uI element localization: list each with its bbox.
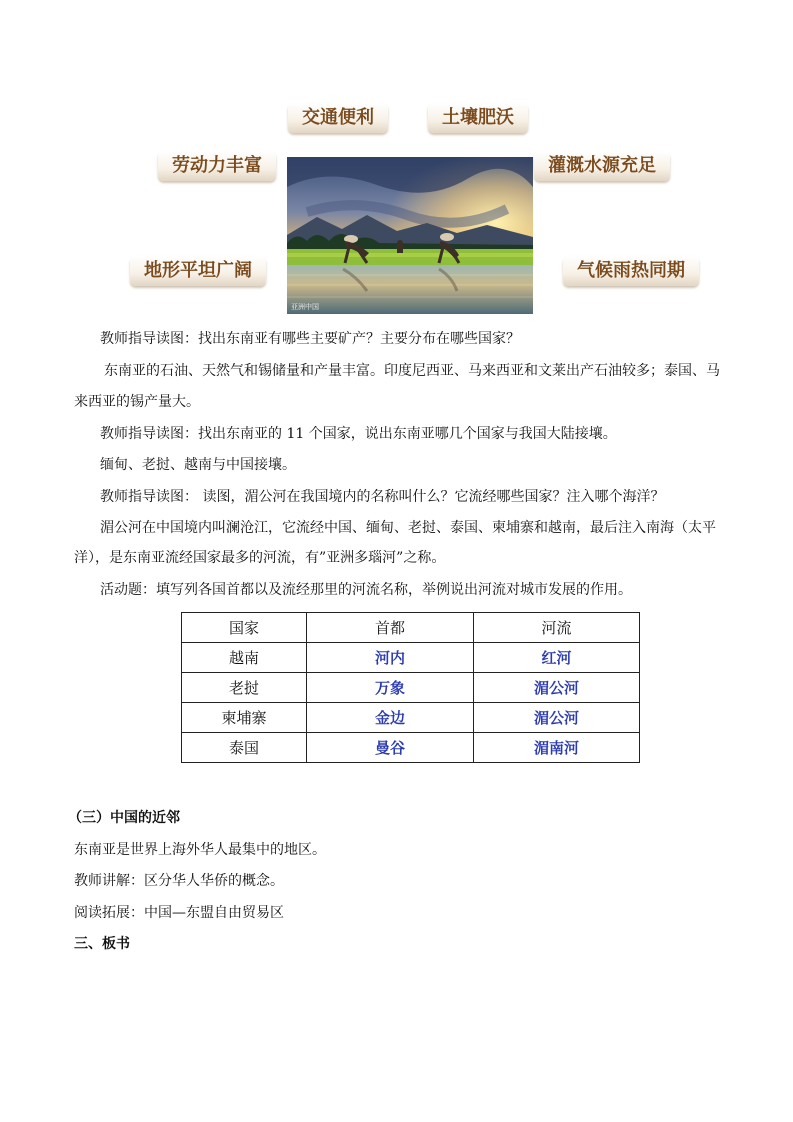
photo-watermark: 亚洲中国 [291, 303, 319, 311]
table-row [182, 673, 640, 703]
capitals-rivers-table [181, 612, 640, 763]
tag-labor: 劳动力丰富 [158, 151, 276, 181]
capital-cell: 曼谷 [307, 733, 474, 763]
table-row [182, 733, 640, 763]
tag-terrain: 地形平坦广阔 [130, 256, 266, 286]
section-line-teacher-explain: 教师讲解：区分华人华侨的概念。 [74, 873, 284, 889]
answer-countries: 缅甸、老挝、越南与中国接壤。 [100, 457, 296, 473]
question-mekong: 教师指导读图： 读图，湄公河在我国境内的名称叫什么？它流经哪些国家？注入哪个海洋？ [100, 489, 665, 505]
table-header-cell: 首都 [307, 613, 474, 643]
section-line-overseas-chinese: 东南亚是世界上海外华人最集中的地区。 [74, 842, 326, 858]
table-row [182, 703, 640, 733]
capital-cell: 金边 [307, 703, 474, 733]
section-line-reading: 阅读拓展：中国—东盟自由贸易区 [74, 905, 284, 921]
country-cell: 老挝 [182, 673, 307, 703]
tag-irrigation: 灌溉水源充足 [534, 151, 670, 181]
section-heading-board: 三、板书 [74, 936, 130, 952]
river-cell: 湄公河 [474, 673, 640, 703]
country-cell: 越南 [182, 643, 307, 673]
activity-question: 活动题：填写列各国首都以及流经那里的河流名称，举例说出河流对城市发展的作用。 [100, 582, 632, 598]
river-cell: 湄南河 [474, 733, 640, 763]
section-heading-neighbors: （三）中国的近邻 [68, 810, 180, 826]
question-minerals: 教师指导读图：找出东南亚有哪些主要矿产？主要分布在哪些国家？ [100, 331, 520, 347]
rice-paddy-photo [287, 157, 533, 314]
answer-minerals-line2: 来西亚的锡产量大。 [74, 394, 200, 410]
tag-soil: 土壤肥沃 [428, 103, 528, 133]
tag-climate: 气候雨热同期 [563, 256, 699, 286]
table-header-row [182, 613, 640, 643]
capital-cell: 万象 [307, 673, 474, 703]
table-header-cell: 国家 [182, 613, 307, 643]
table-row [182, 643, 640, 673]
question-countries: 教师指导读图：找出东南亚的 11 个国家，说出东南亚哪几个国家与我国大陆接壤。 [100, 426, 617, 442]
river-cell: 湄公河 [474, 703, 640, 733]
capital-cell: 河内 [307, 643, 474, 673]
country-cell: 柬埔寨 [182, 703, 307, 733]
answer-mekong-line1: 湄公河在中国境内叫澜沧江，它流经中国、缅甸、老挝、泰国、柬埔寨和越南，最后注入南海（太平 [100, 520, 716, 536]
river-cell: 红河 [474, 643, 640, 673]
answer-minerals-line1: 东南亚的石油、天然气和锡储量和产量丰富。印度尼西亚、马来西亚和文莱出产石油较多；泰国、马 [104, 363, 720, 379]
table-header-cell: 河流 [474, 613, 640, 643]
tag-transport: 交通便利 [288, 103, 388, 133]
country-cell: 泰国 [182, 733, 307, 763]
answer-mekong-line2: 洋），是东南亚流经国家最多的河流，有”亚洲多瑙河”之称。 [74, 550, 446, 566]
